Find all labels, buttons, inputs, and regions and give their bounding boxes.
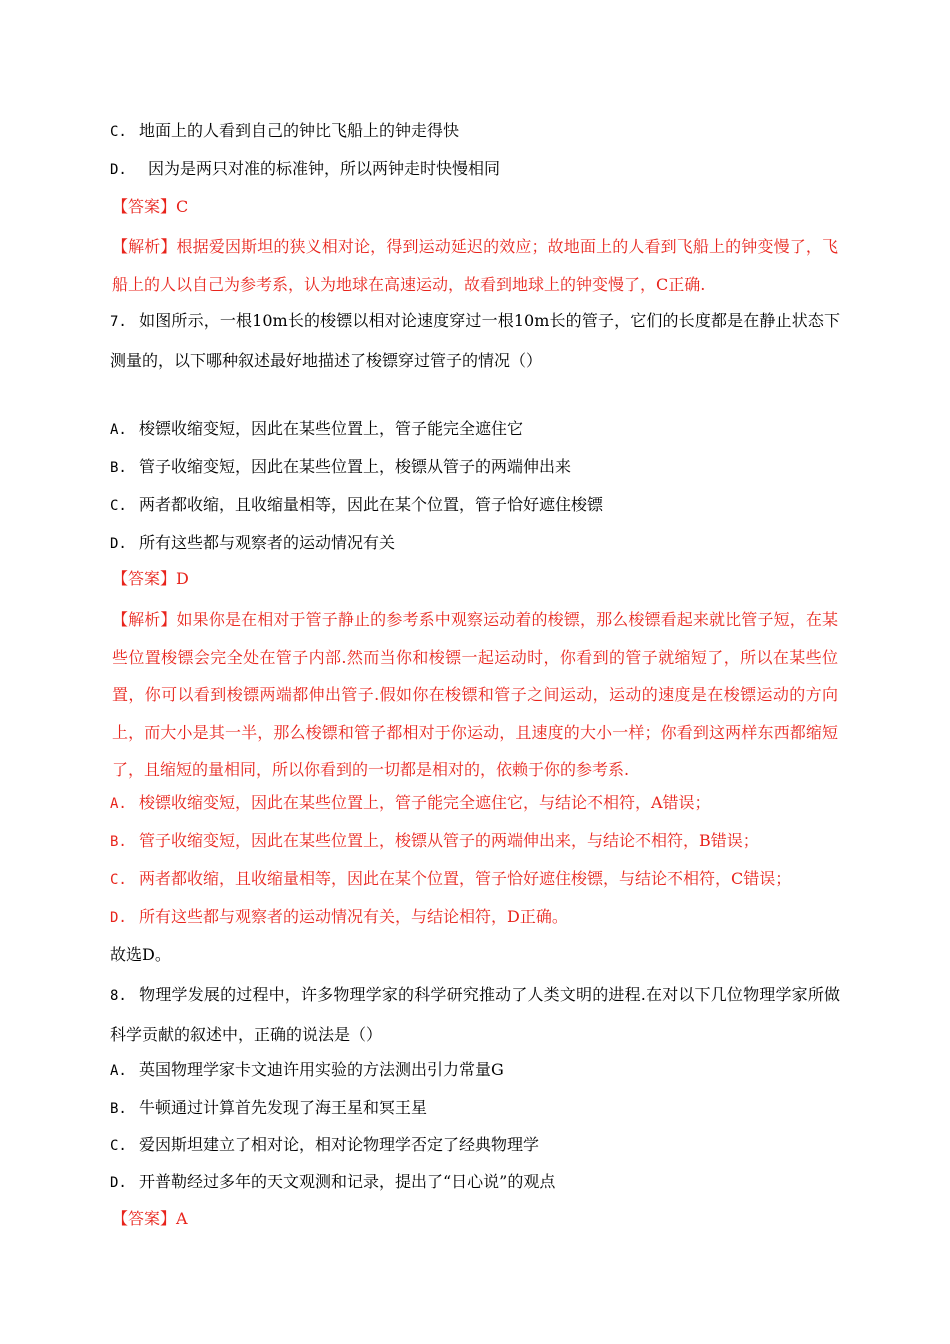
q8-option-b: [110, 1097, 427, 1120]
option-label: D.: [110, 1175, 127, 1191]
q7-option-c: [110, 494, 603, 517]
q7-analysis-option-c: [110, 868, 791, 891]
q6-analysis: 【解析】根据爱因斯坦的狭义相对论，得到运动延迟的效应；故地面上的人看到飞船上的钟变慢了，飞船上的人以自己为参考系，认为地球在高速运动，故看到地球上的钟变慢了，C正确.: [112, 237, 838, 294]
option-label: B.: [110, 460, 127, 476]
q7-answer: 【答案】D: [112, 569, 189, 588]
q8-option-a: [110, 1059, 504, 1082]
q8-answer: 【答案】A: [112, 1209, 188, 1228]
q7-analysis-option-d: [110, 906, 568, 929]
q7-conclusion: 故选D。: [110, 945, 171, 964]
option-label: A.: [110, 422, 127, 438]
option-text: 所有这些都与观察者的运动情况有关，与结论相符，D正确。: [139, 907, 568, 926]
option-label: D.: [110, 162, 127, 178]
option-text: 管子收缩变短，因此在某些位置上，梭镖从管子的两端伸出来: [139, 457, 572, 476]
option-label: C.: [110, 124, 127, 140]
option-label: C.: [110, 498, 127, 514]
q7-analysis-option-b: [110, 830, 759, 853]
q8-option-d: [110, 1171, 555, 1194]
q7-option-b: [110, 456, 571, 479]
option-text: 爱因斯坦建立了相对论，相对论物理学否定了经典物理学: [139, 1135, 540, 1154]
option-label: B.: [110, 834, 127, 850]
option-label: D.: [110, 536, 127, 552]
question-number: 7.: [110, 314, 127, 330]
option-label: B.: [110, 1101, 127, 1117]
option-text: 管子收缩变短，因此在某些位置上，梭镖从管子的两端伸出来，与结论不相符，B错误；: [139, 831, 759, 850]
option-text: 梭镖收缩变短，因此在某些位置上，管子能完全遮住它: [139, 419, 524, 438]
q7-stem: [110, 302, 840, 379]
q7-analysis: 【解析】如果你是在相对于管子静止的参考系中观察运动着的梭镖，那么梭镖看起来就比管子短，在某些位置梭镖会完全处在管子内部.然而当你和梭镖一起运动时，你看到的管子就缩短了，所以在某些位置，你可以看到梭镖两端都伸出管子.假如你在梭镖和管子之间运动，运动的速度是在梭镖运动的方向上，而大小是其一半，那么梭镖和管子都相对于你运动，且速度的大小一样；你看到这两样东西都缩短了，且缩短的量相同，所以你看到的一切都是相对的，依赖于你的参考系.: [112, 610, 838, 779]
option-label: A.: [110, 796, 127, 812]
option-text: 地面上的人看到自己的钟比飞船上的钟走得快: [139, 121, 460, 140]
q7-analysis-option-a: [110, 792, 711, 815]
q6-answer: 【答案】C: [112, 197, 189, 216]
option-text: 因为是两只对准的标准钟，所以两钟走时快慢相同: [148, 159, 501, 178]
option-label: A.: [110, 1063, 127, 1079]
option-text: 梭镖收缩变短，因此在某些位置上，管子能完全遮住它，与结论不相符，A错误；: [139, 793, 711, 812]
option-text: 英国物理学家卡文迪许用实验的方法测出引力常量G: [139, 1060, 504, 1079]
option-text: 牛顿通过计算首先发现了海王星和冥王星: [139, 1098, 428, 1117]
q7-option-d: [110, 532, 395, 555]
option-text: 两者都收缩，且收缩量相等，因此在某个位置，管子恰好遮住梭镖，与结论不相符，C错误；: [139, 869, 792, 888]
option-text: 开普勒经过多年的天文观测和记录，提出了“日心说”的观点: [139, 1172, 556, 1191]
q8-stem: [110, 976, 840, 1053]
option-label: C.: [110, 872, 127, 888]
q6-option-c: [110, 120, 459, 143]
question-text: 如图所示，一根10m长的梭镖以相对论速度穿过一根10m长的管子，它们的长度都是在静止状态下测量的，以下哪种叙述最好地描述了梭镖穿过管子的情况（）: [110, 311, 840, 370]
q6-option-d: [110, 158, 500, 181]
option-label: D.: [110, 910, 127, 926]
question-number: 8.: [110, 988, 127, 1004]
q7-option-a: [110, 418, 523, 441]
option-text: 所有这些都与观察者的运动情况有关: [139, 533, 396, 552]
option-label: C.: [110, 1138, 127, 1154]
q8-option-c: [110, 1134, 539, 1157]
option-text: 两者都收缩，且收缩量相等，因此在某个位置，管子恰好遮住梭镖: [139, 495, 604, 514]
question-text: 物理学发展的过程中，许多物理学家的科学研究推动了人类文明的进程.在对以下几位物理学家所做科学贡献的叙述中，正确的说法是（）: [110, 985, 840, 1044]
